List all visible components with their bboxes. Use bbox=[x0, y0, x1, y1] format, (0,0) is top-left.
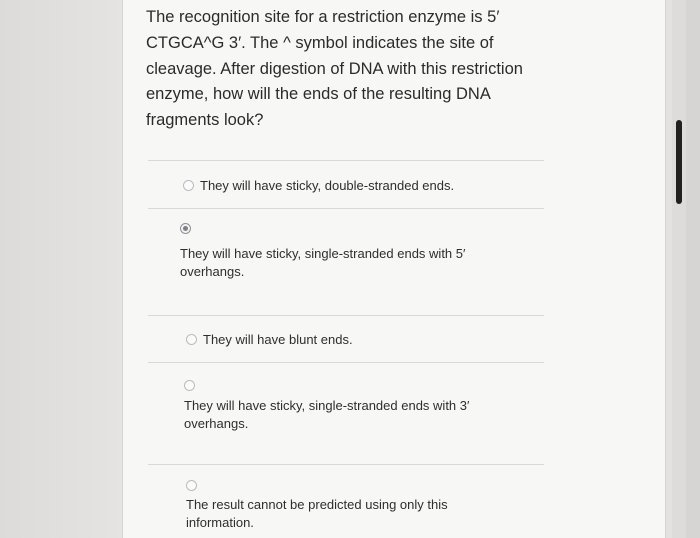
divider bbox=[148, 362, 544, 363]
option-1-label: They will have sticky, double-stranded ends. bbox=[200, 178, 455, 193]
divider bbox=[148, 208, 544, 209]
divider bbox=[148, 315, 544, 316]
radio-button-option-2-selected[interactable] bbox=[180, 223, 191, 234]
radio-button-option-4[interactable] bbox=[184, 380, 195, 391]
radio-button-option-1[interactable] bbox=[183, 180, 194, 191]
divider bbox=[148, 464, 544, 465]
scrollbar-track[interactable] bbox=[672, 0, 686, 538]
option-3-label: They will have blunt ends. bbox=[203, 332, 353, 347]
radio-button-option-5[interactable] bbox=[186, 480, 197, 491]
divider bbox=[148, 160, 544, 161]
window-edge bbox=[686, 0, 700, 538]
option-5-label: The result cannot be predicted using only this information. bbox=[186, 497, 448, 530]
option-4-label: They will have sticky, single-stranded ends with 3′ overhangs. bbox=[184, 398, 470, 431]
option-2-label: They will have sticky, single-stranded ends with 5′ overhangs. bbox=[180, 246, 466, 279]
scrollbar-thumb[interactable] bbox=[676, 120, 682, 204]
radio-button-option-3[interactable] bbox=[186, 334, 197, 345]
question-text: The recognition site for a restriction enzyme is 5′ CTGCA^G 3′. The ^ symbol indicates the site of cleavage. After digestion of DNA with this restriction enzyme, how will the ends of the resulting DNA fragments look? bbox=[146, 8, 523, 130]
